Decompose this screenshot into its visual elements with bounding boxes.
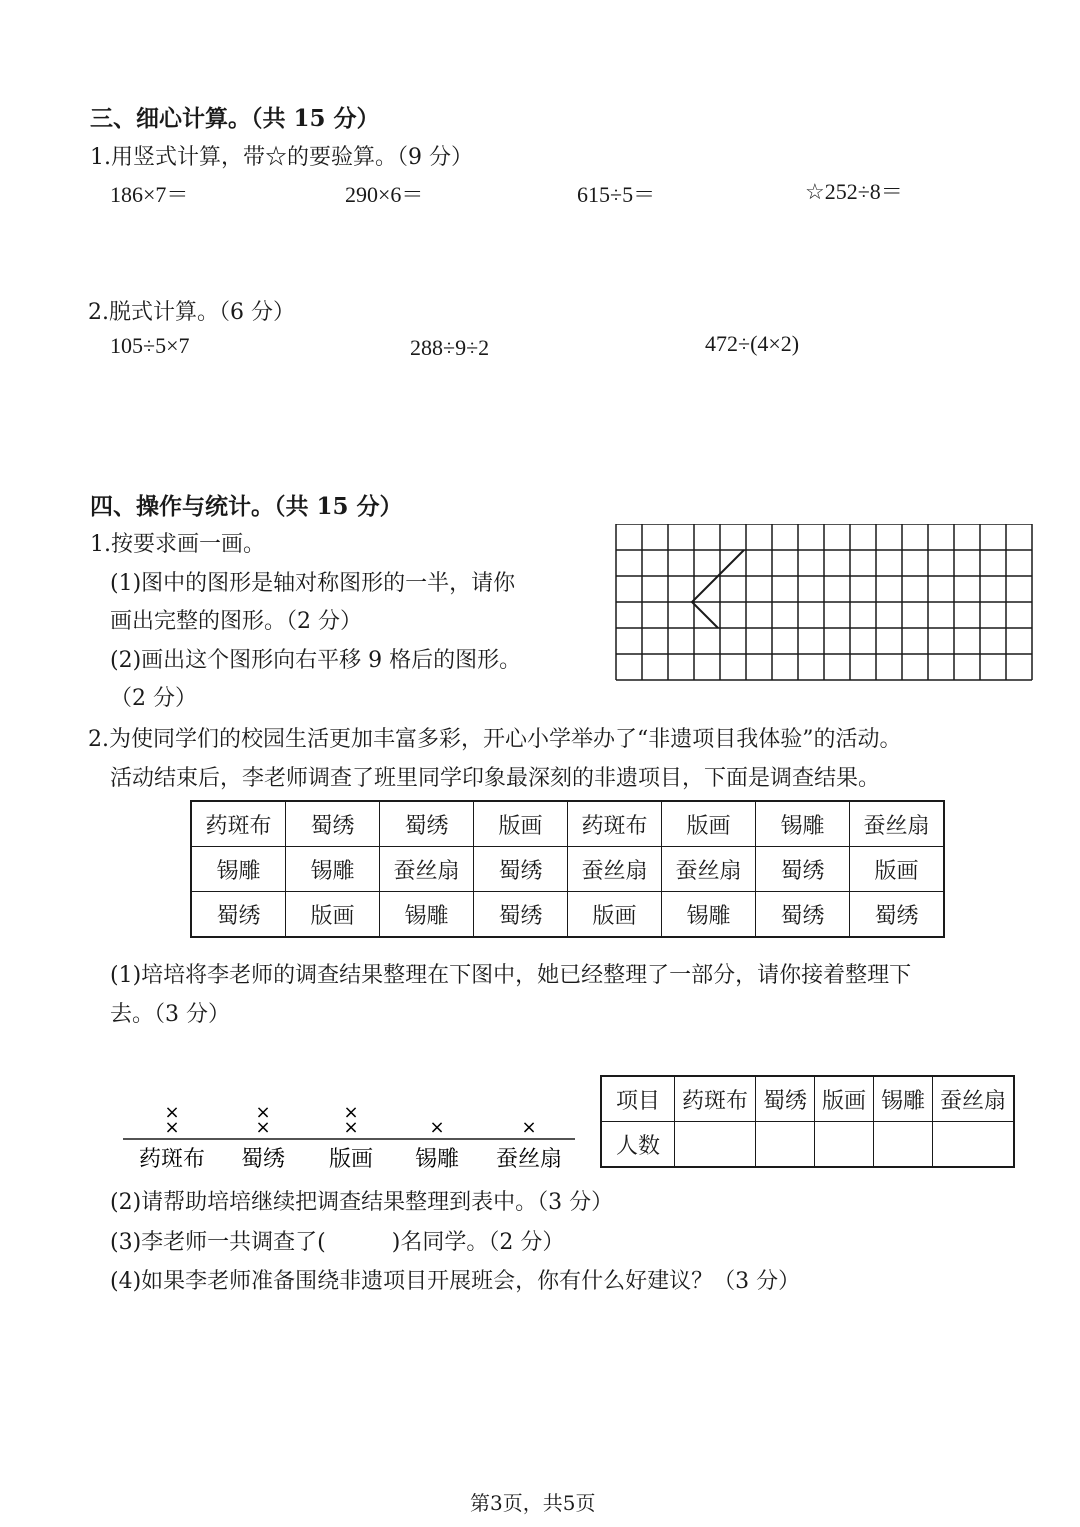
tally-mark: × xyxy=(343,1102,359,1123)
section3-q2-title: 2.脱式计算。（6 分） xyxy=(88,300,295,325)
tally-mark: × xyxy=(255,1102,271,1123)
survey-cell: 蜀绣 xyxy=(850,892,945,938)
count-input-cell[interactable] xyxy=(675,1122,756,1168)
tally-mark: × xyxy=(343,1117,359,1138)
tally-header-cell: 版画 xyxy=(815,1076,874,1122)
survey-cell: 版画 xyxy=(474,801,568,847)
tally-mark: × xyxy=(255,1117,271,1138)
calc-item-1: 186×7＝ xyxy=(110,182,189,207)
survey-cell: 药斑布 xyxy=(568,801,662,847)
survey-cell: 蚕丝扇 xyxy=(568,847,662,892)
table-row xyxy=(601,1076,1014,1122)
section3-heading: 三、细心计算。（共 15 分） xyxy=(90,105,380,132)
tally-mark: × xyxy=(429,1117,445,1138)
table-row xyxy=(191,892,944,938)
tally-mark: × xyxy=(521,1117,537,1138)
sub1-line2: 去。（3 分） xyxy=(110,1002,230,1027)
tally-header-cell: 锡雕 xyxy=(874,1076,933,1122)
tally-chart xyxy=(115,1095,585,1180)
sub2-text: (2)请帮助培培继续把调查结果整理到表中。（3 分） xyxy=(110,1190,614,1215)
table-row xyxy=(191,847,944,892)
survey-cell: 锡雕 xyxy=(662,892,756,938)
survey-cell: 蜀绣 xyxy=(191,892,286,938)
survey-cell: 版画 xyxy=(286,892,380,938)
page-footer: 第3页，共5页 xyxy=(470,1491,596,1515)
survey-cell: 锡雕 xyxy=(380,892,474,938)
calc-item-3: 615÷5＝ xyxy=(577,182,656,207)
q1-part2-line2: （2 分） xyxy=(110,686,197,711)
q1-part2-line1: (2)画出这个图形向右平移 9 格后的图形。 xyxy=(110,648,522,673)
section4-q2-line1: 2.为使同学们的校园生活更加丰富多彩，开心小学举办了“非遗项目我体验”的活动。 xyxy=(88,727,902,752)
tally-category-label: 版画 xyxy=(328,1147,374,1172)
q1-part1-line1: (1)图中的图形是轴对称图形的一半，请你 xyxy=(110,571,516,596)
tally-mark: × xyxy=(164,1102,180,1123)
survey-cell: 蜀绣 xyxy=(756,892,850,938)
calc-item-4: ☆252÷8＝ xyxy=(805,179,903,204)
tally-header-cell: 蚕丝扇 xyxy=(933,1076,1015,1122)
tally-row1-label: 项目 xyxy=(601,1076,675,1122)
section3-q1-title: 1.用竖式计算，带☆的要验算。（9 分） xyxy=(90,145,473,170)
survey-cell: 蚕丝扇 xyxy=(662,847,756,892)
tally-category-label: 蜀绣 xyxy=(240,1147,286,1172)
tally-category-label: 蚕丝扇 xyxy=(495,1147,563,1172)
section4-q1-title: 1.按要求画一画。 xyxy=(90,532,265,557)
count-input-cell[interactable] xyxy=(874,1122,933,1168)
sub4-text: (4)如果李老师准备围绕非遗项目开展班会，你有什么好建议？（3 分） xyxy=(110,1269,801,1294)
survey-cell: 蜀绣 xyxy=(380,801,474,847)
survey-cell: 蜀绣 xyxy=(756,847,850,892)
tally-row2-label: 人数 xyxy=(601,1122,675,1168)
survey-cell: 锡雕 xyxy=(286,847,380,892)
section4-heading: 四、操作与统计。（共 15 分） xyxy=(90,493,403,520)
survey-cell: 版画 xyxy=(850,847,945,892)
sub3-text: (3)李老师一共调查了( )名同学。（2 分） xyxy=(110,1230,565,1255)
mixed-calc-item-3: 472÷(4×2) xyxy=(705,331,800,356)
tally-table xyxy=(600,1075,1015,1168)
section4-q2-line2: 活动结束后，李老师调查了班里同学印象最深刻的非遗项目，下面是调查结果。 xyxy=(110,766,881,791)
survey-cell: 蜀绣 xyxy=(286,801,380,847)
survey-results-table xyxy=(190,800,945,938)
tally-header-cell: 蜀绣 xyxy=(756,1076,815,1122)
survey-cell: 蜀绣 xyxy=(474,892,568,938)
q1-part1-line2: 画出完整的图形。（2 分） xyxy=(110,609,362,634)
tally-header-cell: 药斑布 xyxy=(675,1076,756,1122)
survey-cell: 锡雕 xyxy=(756,801,850,847)
mixed-calc-item-1: 105÷5×7 xyxy=(110,333,190,358)
table-row xyxy=(601,1122,1014,1168)
survey-cell: 蚕丝扇 xyxy=(850,801,945,847)
survey-cell: 版画 xyxy=(568,892,662,938)
survey-cell: 蜀绣 xyxy=(474,847,568,892)
count-input-cell[interactable] xyxy=(756,1122,815,1168)
drawing-grid[interactable] xyxy=(614,524,1034,684)
tally-mark: × xyxy=(164,1117,180,1138)
survey-cell: 蚕丝扇 xyxy=(380,847,474,892)
survey-cell: 版画 xyxy=(662,801,756,847)
sub1-line1: (1)培培将李老师的调查结果整理在下图中，她已经整理了一部分，请你接着整理下 xyxy=(110,963,912,988)
calc-item-2: 290×6＝ xyxy=(345,182,424,207)
mixed-calc-item-2: 288÷9÷2 xyxy=(410,335,490,360)
half-figure xyxy=(692,550,744,628)
table-row xyxy=(191,801,944,847)
survey-cell: 药斑布 xyxy=(191,801,286,847)
count-input-cell[interactable] xyxy=(933,1122,1015,1168)
count-input-cell[interactable] xyxy=(815,1122,874,1168)
tally-category-label: 锡雕 xyxy=(414,1147,460,1172)
survey-cell: 锡雕 xyxy=(191,847,286,892)
tally-category-label: 药斑布 xyxy=(138,1147,206,1172)
